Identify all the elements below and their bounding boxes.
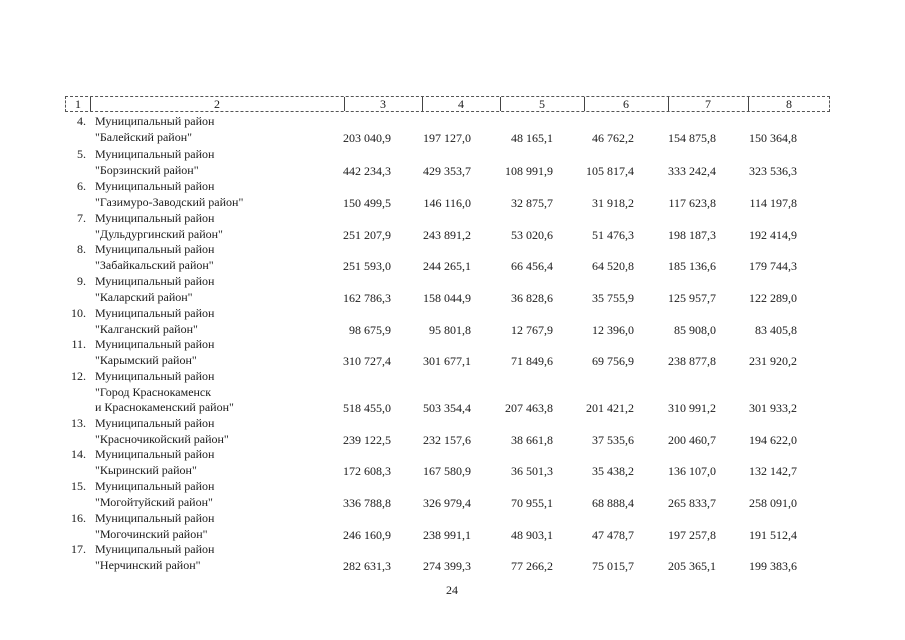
district-name: "Нерчинский район" <box>95 557 201 572</box>
header-col-6: 6 <box>623 97 629 111</box>
header-divider <box>500 97 501 111</box>
row-number: 14. <box>71 447 86 461</box>
district-type: Муниципальный район <box>95 306 215 320</box>
value-col-4: 232 157,6 <box>423 432 471 447</box>
value-col-8: 194 622,0 <box>749 432 797 447</box>
value-col-7: 85 908,0 <box>674 322 716 337</box>
header-divider <box>90 97 91 111</box>
value-col-8: 258 091,0 <box>749 495 797 510</box>
value-col-7: 197 257,8 <box>668 527 716 542</box>
value-col-5: 48 165,1 <box>511 130 553 145</box>
value-col-4: 326 979,4 <box>423 495 471 510</box>
row-number: 4. <box>77 114 86 128</box>
value-col-8: 191 512,4 <box>749 527 797 542</box>
row-number: 5. <box>77 147 86 161</box>
value-col-3: 310 727,4 <box>343 353 391 368</box>
value-col-3: 251 207,9 <box>343 227 391 242</box>
page-number: 24 <box>446 583 458 597</box>
value-col-3: 98 675,9 <box>349 322 391 337</box>
value-col-4: 503 354,4 <box>423 401 471 415</box>
value-col-3: 282 631,3 <box>343 558 391 573</box>
value-col-6: 31 918,2 <box>592 195 634 210</box>
value-col-5: 207 463,8 <box>505 401 553 415</box>
row-number: 17. <box>71 542 86 556</box>
value-col-8: 132 142,7 <box>749 463 797 478</box>
value-col-7: 238 877,8 <box>668 353 716 368</box>
district-name: "Калганский район" <box>95 321 198 336</box>
value-col-5: 66 456,4 <box>511 258 553 273</box>
district-type: Муниципальный район <box>95 416 215 430</box>
value-col-5: 53 020,6 <box>511 227 553 242</box>
row-number: 11. <box>71 337 86 351</box>
header-col-7: 7 <box>705 97 711 111</box>
value-col-7: 333 242,4 <box>668 163 716 178</box>
value-col-4: 244 265,1 <box>423 258 471 273</box>
district-name: "Дульдургинский район" <box>95 226 223 241</box>
header-divider <box>344 97 345 111</box>
district-name: "Газимуро-Заводский район" <box>95 194 244 209</box>
value-col-7: 200 460,7 <box>668 432 716 447</box>
district-name: "Могойтуйский район" <box>95 494 213 509</box>
header-col-3: 3 <box>380 97 386 111</box>
value-col-3: 203 040,9 <box>343 130 391 145</box>
value-col-3: 239 122,5 <box>343 432 391 447</box>
table-header-row <box>65 96 830 112</box>
header-col-4: 4 <box>458 97 464 111</box>
row-number: 7. <box>77 211 86 225</box>
value-col-6: 35 755,9 <box>592 290 634 305</box>
value-col-4: 301 677,1 <box>423 353 471 368</box>
value-col-6: 64 520,8 <box>592 258 634 273</box>
district-name: "Забайкальский район" <box>95 257 214 272</box>
value-col-8: 231 920,2 <box>749 353 797 368</box>
district-type: Муниципальный район <box>95 114 215 128</box>
row-number: 13. <box>71 416 86 430</box>
value-col-7: 125 957,7 <box>668 290 716 305</box>
value-col-8: 179 744,3 <box>749 258 797 273</box>
row-number: 16. <box>71 511 86 525</box>
value-col-3: 442 234,3 <box>343 163 391 178</box>
value-col-6: 68 888,4 <box>592 495 634 510</box>
value-col-3: 251 593,0 <box>343 258 391 273</box>
value-col-5: 32 875,7 <box>511 195 553 210</box>
value-col-8: 199 383,6 <box>749 558 797 573</box>
district-type: Муниципальный район <box>95 542 215 556</box>
value-col-5: 48 903,1 <box>511 527 553 542</box>
value-col-3: 162 786,3 <box>343 290 391 305</box>
value-col-8: 150 364,8 <box>749 130 797 145</box>
value-col-6: 46 762,2 <box>592 130 634 145</box>
row-number: 9. <box>77 274 86 288</box>
header-divider <box>748 97 749 111</box>
header-divider <box>584 97 585 111</box>
header-divider <box>422 97 423 111</box>
district-name: "Красночикойский район" <box>95 431 229 446</box>
header-col-5: 5 <box>539 97 545 111</box>
value-col-4: 197 127,0 <box>423 130 471 145</box>
row-number: 8. <box>77 242 86 256</box>
district-type: Муниципальный район <box>95 447 215 461</box>
value-col-4: 238 991,1 <box>423 527 471 542</box>
district-name: "Город Краснокаменск <box>95 384 212 399</box>
value-col-5: 38 661,8 <box>511 432 553 447</box>
value-col-5: 36 828,6 <box>511 290 553 305</box>
value-col-3: 172 608,3 <box>343 463 391 478</box>
value-col-7: 205 365,1 <box>668 558 716 573</box>
row-number: 15. <box>71 479 86 493</box>
row-number: 12. <box>71 369 86 383</box>
value-col-4: 146 116,0 <box>423 195 471 210</box>
value-col-4: 95 801,8 <box>429 322 471 337</box>
value-col-6: 105 817,4 <box>586 163 634 178</box>
value-col-3: 336 788,8 <box>343 495 391 510</box>
value-col-4: 274 399,3 <box>423 558 471 573</box>
value-col-7: 310 991,2 <box>668 401 716 415</box>
value-col-4: 158 044,9 <box>423 290 471 305</box>
district-type: Муниципальный район <box>95 337 215 351</box>
header-col-8: 8 <box>786 97 792 111</box>
value-col-8: 301 933,2 <box>749 401 797 415</box>
value-col-8: 323 536,3 <box>749 163 797 178</box>
value-col-6: 75 015,7 <box>592 558 634 573</box>
district-type: Муниципальный район <box>95 511 215 525</box>
value-col-5: 70 955,1 <box>511 495 553 510</box>
value-col-5: 71 849,6 <box>511 353 553 368</box>
district-name: "Кыринский район" <box>95 462 197 477</box>
district-name: "Карымский район" <box>95 352 197 367</box>
header-col-1: 1 <box>75 97 81 111</box>
value-col-6: 47 478,7 <box>592 527 634 542</box>
value-col-4: 243 891,2 <box>423 227 471 242</box>
value-col-7: 198 187,3 <box>668 227 716 242</box>
value-col-8: 192 414,9 <box>749 227 797 242</box>
district-type: Муниципальный район <box>95 179 215 193</box>
district-type: Муниципальный район <box>95 147 215 161</box>
value-col-5: 12 767,9 <box>511 322 553 337</box>
district-type: Муниципальный район <box>95 242 215 256</box>
value-col-6: 37 535,6 <box>592 432 634 447</box>
header-col-2: 2 <box>214 97 220 111</box>
district-name: "Балейский район" <box>95 129 193 144</box>
value-col-3: 518 455,0 <box>343 401 391 415</box>
value-col-6: 35 438,2 <box>592 463 634 478</box>
value-col-3: 246 160,9 <box>343 527 391 542</box>
value-col-3: 150 499,5 <box>343 195 391 210</box>
district-name: "Каларский район" <box>95 289 193 304</box>
value-col-7: 154 875,8 <box>668 130 716 145</box>
row-number: 6. <box>77 179 86 193</box>
value-col-8: 114 197,8 <box>749 195 797 210</box>
district-name: и Краснокаменский район" <box>95 400 234 414</box>
value-col-6: 69 756,9 <box>592 353 634 368</box>
value-col-7: 136 107,0 <box>668 463 716 478</box>
value-col-5: 36 501,3 <box>511 463 553 478</box>
value-col-4: 167 580,9 <box>423 463 471 478</box>
value-col-8: 122 289,0 <box>749 290 797 305</box>
value-col-8: 83 405,8 <box>755 322 797 337</box>
header-divider <box>668 97 669 111</box>
value-col-4: 429 353,7 <box>423 163 471 178</box>
district-type: Муниципальный район <box>95 274 215 288</box>
value-col-6: 12 396,0 <box>592 322 634 337</box>
district-type: Муниципальный район <box>95 369 215 383</box>
district-name: "Могочинский район" <box>95 526 208 541</box>
value-col-7: 185 136,6 <box>668 258 716 273</box>
value-col-5: 108 991,9 <box>505 163 553 178</box>
value-col-5: 77 266,2 <box>511 558 553 573</box>
value-col-7: 117 623,8 <box>668 195 716 210</box>
district-type: Муниципальный район <box>95 479 215 493</box>
district-name: "Борзинский район" <box>95 162 199 177</box>
district-type: Муниципальный район <box>95 211 215 225</box>
value-col-6: 51 476,3 <box>592 227 634 242</box>
value-col-6: 201 421,2 <box>586 401 634 415</box>
value-col-7: 265 833,7 <box>668 495 716 510</box>
row-number: 10. <box>71 306 86 320</box>
